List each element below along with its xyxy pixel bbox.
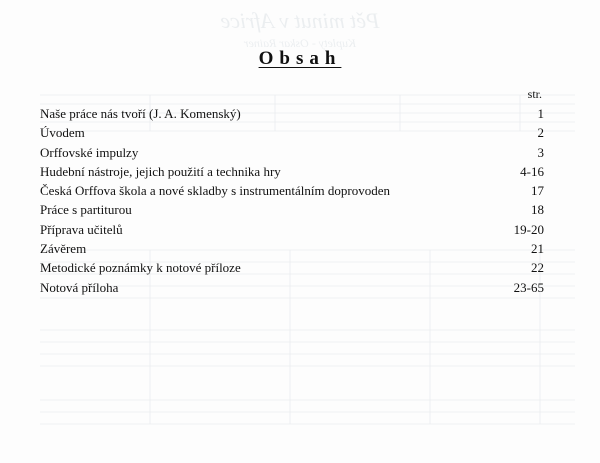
toc-entry-page: 22 [531, 260, 544, 276]
toc-entry-page: 2 [537, 125, 544, 141]
page-column-header: str. [527, 87, 542, 101]
toc-entry-label: Práce s partiturou [40, 202, 132, 218]
toc-entry [40, 162, 544, 181]
toc-entry-page: 4-16 [520, 163, 544, 179]
toc-entry-page: 17 [531, 183, 544, 199]
page-title: Obsah [258, 48, 342, 69]
toc-entry-label: Hudební nástroje, jejich použití a technika hry [40, 163, 281, 179]
toc-entry-page: 21 [531, 241, 544, 257]
toc-entry-label: Úvodem [40, 125, 85, 141]
toc-entry [40, 220, 544, 239]
toc-entry-label: Orffovské impulzy [40, 144, 139, 160]
toc-entry [40, 278, 544, 297]
toc-entry-label: Česká Orffova škola a nové skladby s instrumentálním doprovoden [40, 183, 390, 199]
toc-entry-page: 1 [537, 106, 544, 121]
toc-entry [40, 104, 544, 123]
toc-entry [40, 258, 544, 277]
toc-entry-label: Metodické poznámky k notové příloze [40, 260, 241, 276]
toc-entry-page: 23-65 [513, 279, 544, 295]
toc-entry-page: 3 [537, 144, 544, 160]
toc-entry-label: Závěrem [40, 241, 87, 257]
toc-entry [40, 143, 544, 162]
toc-entry [40, 181, 544, 200]
toc-entry-label: Příprava učitelů [40, 221, 123, 237]
show-through-subtitle: Kuplety - Oskar Rainer [243, 36, 357, 50]
show-through-title: Pět minut v Africe [220, 8, 380, 33]
toc-entry [40, 200, 544, 219]
table-of-contents [40, 104, 544, 297]
toc-entry-page: 18 [531, 202, 544, 218]
toc-entry [40, 123, 544, 142]
toc-entry-label: Naše práce nás tvoří (J. A. Komenský) [40, 106, 241, 121]
toc-entry [40, 239, 544, 258]
toc-entry-page: 19-20 [513, 221, 544, 237]
toc-entry-label: Notová příloha [40, 279, 119, 295]
